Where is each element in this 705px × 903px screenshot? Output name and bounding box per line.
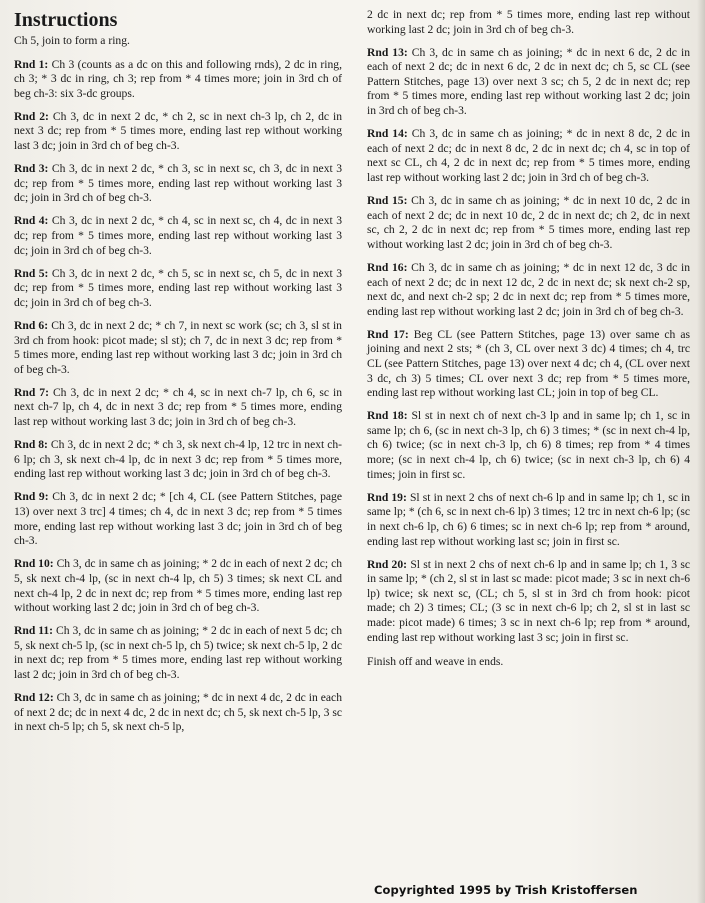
round-8-text: Ch 3, dc in next 2 dc; * ch 3, sk next ch-4 lp, 12 trc in next ch-6 lp; ch 3, sk next ch-4 lp, dc in next 3 dc; rep from * 5 times more, ending last rep without working last 3 dc; join in 3rd ch of beg ch-3. (14, 438, 343, 481)
round-16-paragraph (367, 261, 690, 319)
round-2-text: Ch 3, dc in next 2 dc, * ch 2, sc in next ch-3 lp, ch 2, dc in next 3 dc; rep from * 5 times more, ending last rep without working last 3 dc; join in 3rd ch of beg ch-3. (14, 109, 343, 153)
round-17-text: Beg CL (see Pattern Stitches, page 13) over same ch as joining and next 2 sts; * (ch 3, CL over next 3 dc) 4 times; ch 4, trc CL (see Pattern Stitches, page 13) over next 4 dc; ch 4, (CL over next 3 dc, ch 3) 5 times; CL over next 3 dc; rep from * 5 times more, ending last rep without working last CL; join in top of beg CL. (367, 327, 690, 400)
round-16-text: Ch 3, dc in same ch as joining; * dc in next 12 dc, 3 dc in each of next 2 dc; dc in next 12 dc, 2 dc in next dc; sk next ch-2 sp, next dc, and next ch-2 sp; 2 dc in next dc; rep from * 5 times more, ending last rep without working last 2 dc; join in 3rd ch of beg ch-3. (367, 260, 691, 318)
round-14-label: Rnd 14: (367, 127, 408, 141)
round-4-text: Ch 3, dc in next 2 dc, * ch 4, sc in next sc, ch 4, dc in next 3 dc; rep from * 5 times more, ending last rep without working last 3 dc; join in 3rd ch of beg ch-3. (14, 214, 342, 257)
round-15-text: Ch 3, dc in same ch as joining; * dc in next 10 dc, 2 dc in each of next 2 dc; dc in next 10 dc, 2 dc in next dc; ch 2, dc in next sc, ch 2, 2 dc in next dc; rep from * 5 times more, ending last rep without working last 2 dc; join in 3rd ch of beg ch-3. (367, 194, 691, 251)
round-18-paragraph (367, 409, 690, 482)
round-4-paragraph (14, 214, 342, 258)
round-13-text: Ch 3, dc in same ch as joining; * dc in next 6 dc, 2 dc in each of next 2 dc; dc in next 6 dc, 2 dc in next dc; ch 5, sc CL (see Pattern Stitches, page 13) over next 3 sc; ch 5, 2 dc in next dc; rep from * 5 times more, ending last rep without working last 2 dc; join in 3rd ch of beg ch-3. (367, 45, 690, 118)
round-17-label: Rnd 17: (367, 327, 409, 341)
round-9-paragraph (14, 490, 342, 548)
round-10-text: Ch 3, dc in same ch as joining; * 2 dc in each of next 2 dc; ch 5, sk next ch-4 lp, (sc in next ch-4 lp, ch 5) 3 times; sk next CL and next ch-4 lp, 2 dc in next dc; rep from * 5 times more, ending last rep without working last 2 dc; join in 3rd ch of beg ch-3. (14, 557, 343, 615)
round-15-label: Rnd 15: (367, 194, 408, 208)
round-19-paragraph (367, 491, 690, 549)
round-1-label: Rnd 1: (14, 57, 49, 71)
round-20-paragraph (367, 558, 690, 646)
round-17-paragraph (367, 328, 690, 401)
round-18-label: Rnd 18: (367, 409, 408, 423)
round-7-label: Rnd 7: (14, 385, 49, 399)
round-11-text: Ch 3, dc in same ch as joining; * 2 dc in each of next 5 dc; ch 5, sk next ch-5 lp, (sc in next ch-5 lp, ch 5) twice; sk next ch-5 lp, 2 dc in next dc; rep from * 5 times more, ending last rep without working last 2 dc; join in 3rd ch of beg ch-3. (14, 624, 343, 681)
round-9-text: Ch 3, dc in next 2 dc; * [ch 4, CL (see Pattern Stitches, page 13) over next 3 trc] 4 times; ch 4, dc in next 3 dc; rep from * 5 times more, ending last rep without working last 3 dc; join in 3rd ch of beg ch-3. (14, 490, 343, 548)
intro-text: Ch 5, join to form a ring. (14, 34, 130, 47)
copyright-notice: Copyrighted 1995 by Trish Kristoffersen (374, 883, 638, 897)
round-4-label: Rnd 4: (14, 214, 49, 228)
round-10-paragraph (14, 557, 342, 615)
round-9-label: Rnd 9: (14, 490, 49, 504)
round-5-text: Ch 3, dc in next 2 dc, * ch 5, sc in next sc, ch 5, dc in next 3 dc; rep from * 5 times more, ending last rep without working last 3 dc; join in 3rd ch of beg ch-3. (14, 266, 342, 309)
round-2-label: Rnd 2: (14, 109, 49, 123)
round-20-text: Sl st in next 2 chs of next ch-6 lp and in same lp; ch 1, 3 sc in same lp; * (ch 2, sl st in last sc made: picot made; 3 sc in next ch-6 lp) twice; sk next sc, (CL; ch 5, sl st in 3rd ch from hook: picot made; ch 2) 3 times; CL; (3 sc in next ch-6 lp; ch 2, sl st in last sc made: picot made) 6 times; 3 sc in next ch-6 lp; rep from * around, ending last rep without working last 3 sc; join in first sc. (367, 557, 690, 644)
round-12-paragraph (14, 691, 342, 735)
round-1-paragraph (14, 58, 342, 102)
round-15-paragraph (367, 194, 690, 252)
round-12-text: Ch 3, dc in same ch as joining; * dc in next 4 dc, 2 dc in each of next 2 dc; dc in next 4 dc, 2 dc in next dc; ch 5, sk next ch-5 lp, 3 sc in next ch-5 lp; ch 5, sk next ch-5 lp, (14, 691, 342, 734)
round-14-paragraph (367, 127, 690, 185)
round-7-text: Ch 3, dc in next 2 dc; * ch 4, sc in next ch-7 lp, ch 6, sc in next ch-7 lp, ch 4, dc in next 3 dc; rep from * 5 times more, ending last rep without working last 3 dc; join in 3rd ch of beg ch-3. (14, 385, 343, 429)
left-rounds-list (14, 58, 342, 735)
round-3-label: Rnd 3: (14, 162, 49, 176)
round-8-label: Rnd 8: (14, 438, 48, 452)
round-12-label: Rnd 12: (14, 691, 54, 705)
right-column (367, 8, 690, 670)
round-3-paragraph (14, 162, 342, 206)
round-13-label: Rnd 13: (367, 45, 408, 59)
right-rounds-list (367, 46, 690, 645)
round-8-paragraph (14, 438, 342, 482)
round-10-label: Rnd 10: (14, 557, 54, 571)
round-1-text: Ch 3 (counts as a dc on this and following rnds), 2 dc in ring, ch 3; * 3 dc in ring, ch 3; rep from * 4 times more; join in 3rd ch of beg ch-3: six 3-dc groups. (14, 57, 342, 100)
finish-text: Finish off and weave in ends. (367, 655, 504, 669)
round-18-text: Sl st in next ch of next ch-3 lp and in same lp; ch 1, sc in same lp; ch 6, (sc in next ch-3 lp, ch 6) 3 times; * (sc in next ch-4 lp, ch 6) twice; (sc in next ch-3 lp, ch 6) 8 times; rep from * 4 times more; (sc in next ch-4 lp, ch 6) twice; (sc in next ch-3 lp, ch 6) 4 times; join in first sc. (367, 409, 690, 481)
round-19-text: Sl st in next 2 chs of next ch-6 lp and in same lp; ch 1, sc in same lp; * (ch 6, sc in next ch-6 lp) 3 times; 12 trc in next ch-6 lp; (sc in next ch-6 lp, ch 6) 6 times; sc in next ch-6 lp; rep from * around, ending last rep without working last sc; join in first sc. (367, 490, 690, 548)
round-14-text: Ch 3, dc in same ch as joining; * dc in next 8 dc, 2 dc in each of next 2 dc; dc in next 8 dc, 2 dc in next dc; ch 4, sc in top of next sc CL, ch 4, 2 dc in next dc; rep from * 5 times more, ending last rep without working last 2 dc; join in 3rd ch of beg ch-3. (367, 127, 690, 184)
round-5-paragraph (14, 267, 342, 311)
left-column (14, 8, 342, 743)
round-3-text: Ch 3, dc in next 2 dc, * ch 3, sc in next sc, ch 3, dc in next 3 dc; rep from * 5 times more, ending last rep without working last 3 dc; join in 3rd ch of beg ch-3. (14, 162, 342, 205)
round-7-paragraph (14, 386, 342, 430)
round-5-label: Rnd 5: (14, 266, 49, 280)
page-title: Instructions (14, 9, 118, 31)
rnd-12-continuation: 2 dc in next dc; rep from * 5 times more, ending last rep without working last 2 dc; join in 3rd ch of beg ch-3. (367, 8, 690, 36)
round-16-label: Rnd 16: (367, 260, 408, 274)
round-2-paragraph (14, 110, 342, 154)
round-6-label: Rnd 6: (14, 319, 49, 332)
round-11-label: Rnd 11: (14, 624, 54, 638)
round-19-label: Rnd 19: (367, 490, 407, 504)
round-6-text: Ch 3, dc in next 2 dc; * ch 7, in next sc work (sc; ch 3, sl st in 3rd ch from hook: picot made; sl st); ch 7, dc in next 3 dc; rep from * 5 times more, ending last rep without working last 3 dc; join in 3rd ch of beg ch-3. (14, 319, 342, 376)
page-edge-shadow (697, 0, 705, 903)
round-11-paragraph (14, 624, 342, 682)
round-13-paragraph (367, 46, 690, 119)
round-20-label: Rnd 20: (367, 557, 408, 571)
round-6-paragraph (14, 319, 342, 377)
